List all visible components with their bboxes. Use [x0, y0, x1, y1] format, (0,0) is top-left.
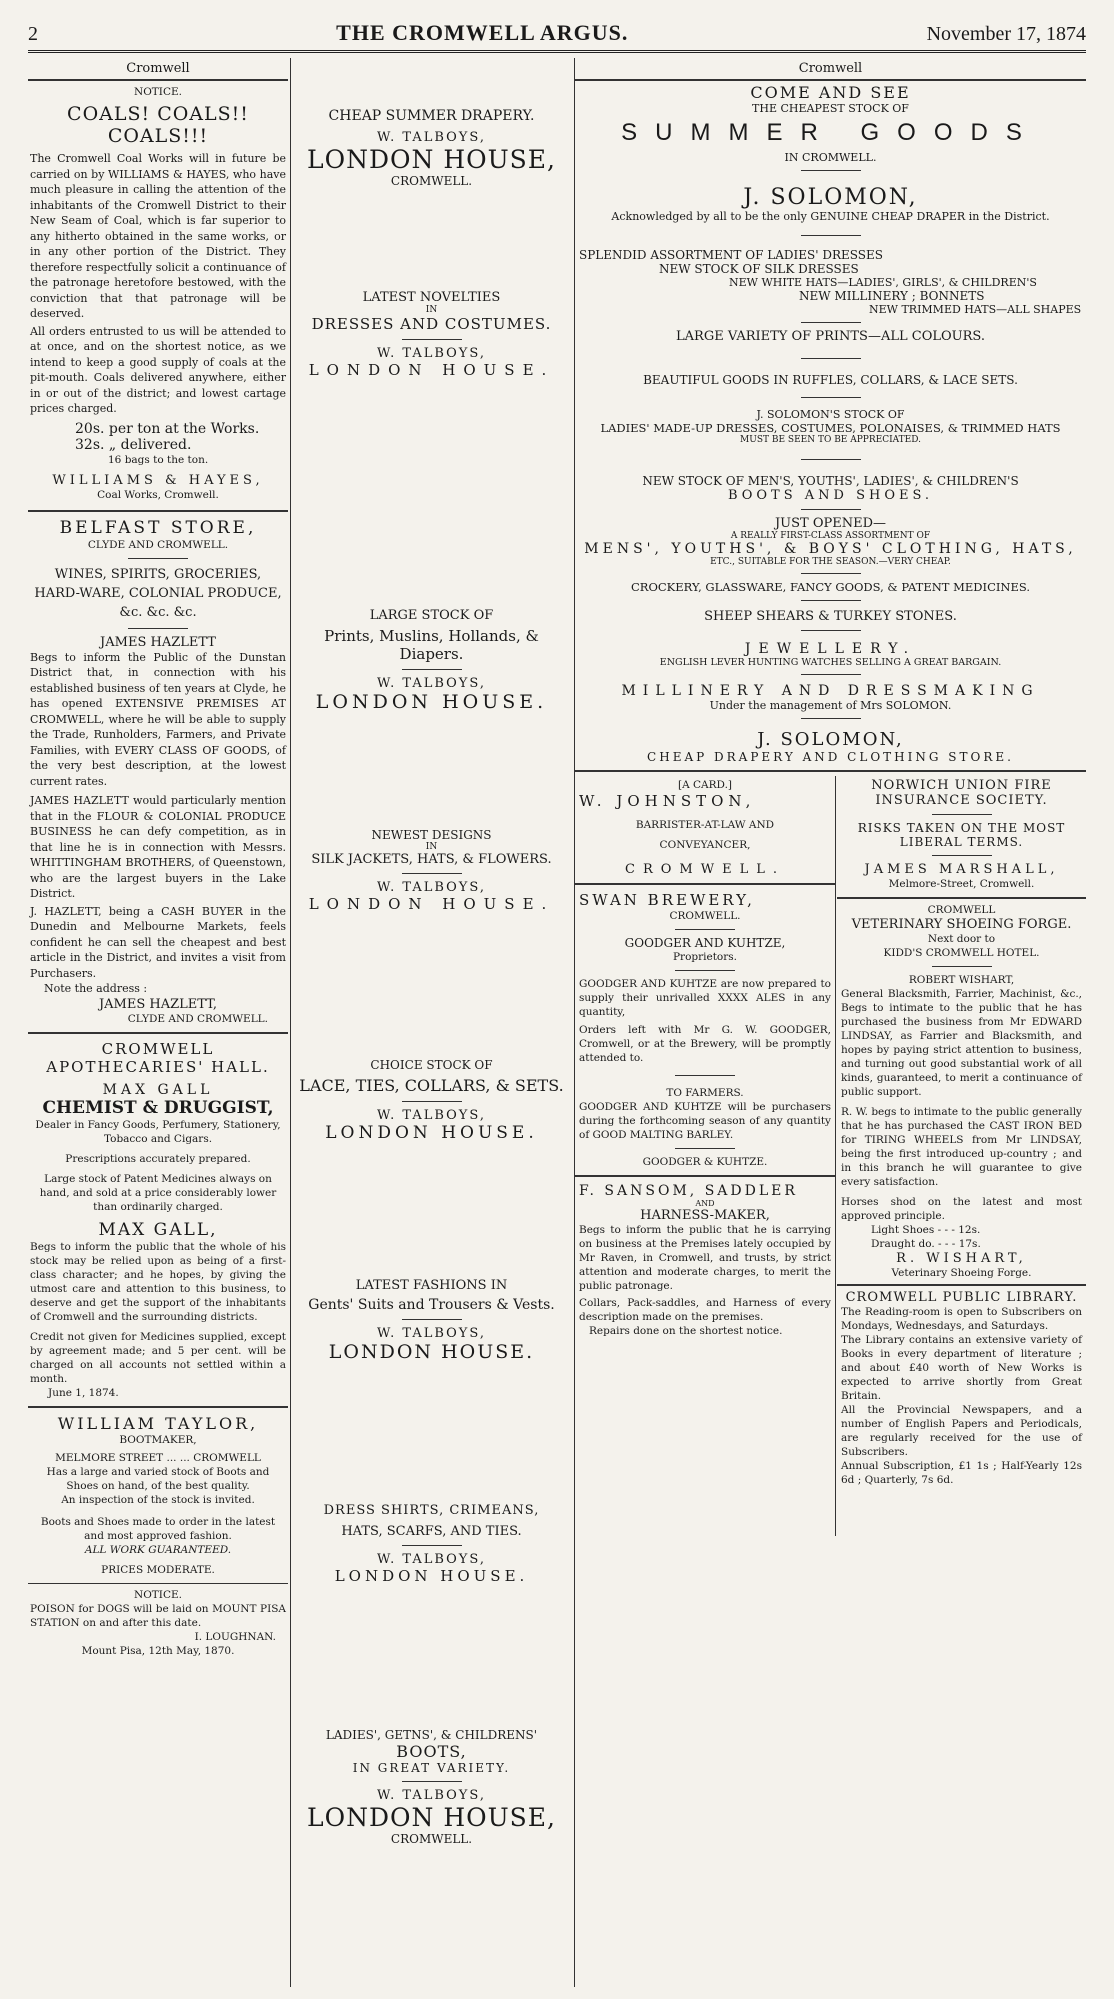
ad-house: LONDON HOUSE. — [308, 895, 555, 913]
norwich-address: Melmore-Street, Cromwell. — [888, 878, 1035, 890]
ad-house: LONDON HOUSE. — [325, 1123, 538, 1143]
forge-name: ROBERT WISHART, — [908, 974, 1015, 986]
johnston-role: BARRISTER-AT-LAW AND — [635, 819, 775, 831]
column-right — [574, 58, 1086, 1987]
library-text-4: Annual Subscription, £1 1s ; Half-Yearly 12s 6d ; Quarterly, 7s 6d. — [841, 1460, 1082, 1486]
sub-column-right — [837, 776, 1086, 1536]
apothecaries-title: CHEMIST & DRUGGIST, — [42, 1097, 274, 1118]
ad-house: LONDON HOUSE, — [306, 1803, 557, 1832]
belfast-signoff: JAMES HAZLETT, — [98, 996, 218, 1012]
swan-text-2: Orders left with Mr G. W. GOODGER, Cromwell, or at the Brewery, will be promptly attended to. — [579, 1024, 831, 1064]
talboys-advert-4 — [291, 828, 572, 913]
solomon-ack: Acknowledged by all to be the only GENUINE CHEAP DRAPER in the District. — [611, 210, 1050, 223]
solomon-name: J. SOLOMON, — [743, 185, 918, 210]
talboys-advert-1 — [291, 108, 572, 188]
ad-by: W. TALBOYS, — [377, 1108, 486, 1123]
solomon-item-2: NEW STOCK OF SILK DRESSES — [659, 262, 859, 276]
swan-town: CROMWELL. — [669, 910, 741, 922]
coal-bags: 16 bags to the ton. — [108, 453, 209, 466]
forge-light-shoes: Light Shoes - - - 12s. — [871, 1224, 981, 1236]
johnston-card — [575, 776, 835, 879]
belfast-sub: CLYDE AND CROMWELL. — [87, 538, 229, 551]
sansom-text-2: Collars, Pack-saddles, and Harness of every description made on the premises. — [579, 1297, 831, 1323]
taylor-text-2: An inspection of the stock is invited. — [61, 1493, 255, 1506]
taylor-guarantee: ALL WORK GUARANTEED. — [84, 1543, 232, 1556]
talboys-advert-8 — [291, 1728, 572, 1846]
belfast-note: Note the address : — [44, 982, 148, 995]
apothecaries-name-2: MAX GALL, — [98, 1219, 218, 1240]
library-headline: CROMWELL PUBLIC LIBRARY. — [845, 1290, 1078, 1305]
apothecaries-date: June 1, 1874. — [48, 1386, 119, 1399]
coal-advert — [28, 81, 288, 506]
swan-farmers: TO FARMERS. — [666, 1087, 744, 1099]
swan-text: GOODGER AND KUHTZE are now prepared to supply their unrivalled XXXX ALES in any quantity, — [579, 978, 831, 1018]
ad-by: W. TALBOYS, — [377, 346, 486, 361]
coal-signoff: WILLIAMS & HAYES, — [52, 472, 264, 488]
solomon-item-11: NEW STOCK OF MEN'S, YOUTHS', LADIES', & CHILDREN'S — [642, 474, 1019, 488]
page-number: 2 — [28, 23, 38, 45]
solomon-item-14: A REALLY FIRST-CLASS ASSORTMENT OF — [730, 531, 931, 541]
coal-headline: COALS! COALS!! COALS!!! — [67, 103, 249, 147]
swan-headline: SWAN BREWERY, — [579, 891, 755, 909]
sansom-text: Begs to inform the public that he is carrying on business at the Premises lately occupied by Mr Raven, in Cromwell, and trusts, by strict attention and moderate charges, to merit the public patronage. — [579, 1224, 831, 1292]
solomon-advert — [575, 81, 1086, 766]
forge-town: CROMWELL — [927, 904, 996, 916]
taylor-address: MELMORE STREET ... ... CROMWELL — [55, 1451, 261, 1464]
solomon-item-4: NEW MILLINERY ; BONNETS — [799, 289, 985, 303]
solomon-l3: SUMMER GOODS — [621, 119, 1040, 146]
taylor-advert — [28, 1412, 288, 1579]
ad-by: W. TALBOYS, — [377, 130, 486, 145]
talboys-advert-7 — [291, 1503, 572, 1585]
masthead — [28, 20, 1086, 53]
lower-right-section — [575, 776, 1086, 1536]
ad-sub: Gents' Suits and Trousers & Vests. — [308, 1297, 555, 1313]
ad-title: LADIES', GETNS', & CHILDRENS' — [325, 1728, 538, 1742]
norwich-name: JAMES MARSHALL, — [864, 862, 1059, 877]
poison-notice — [28, 1588, 288, 1658]
column-header: Cromwell — [575, 58, 1086, 81]
solomon-item-5: NEW TRIMMED HATS—ALL SHAPES — [869, 303, 1082, 316]
apothecaries-advert — [28, 1038, 288, 1402]
norwich-advert — [837, 776, 1086, 893]
apothecaries-headline: CROMWELL APOTHECARIES' HALL. — [46, 1039, 270, 1076]
swan-names: GOODGER AND KUHTZE, — [624, 936, 786, 950]
apothecaries-line-2: Large stock of Patent Medicines always on hand, and sold at a price considerably lower than ordinarily charged. — [39, 1172, 277, 1213]
norwich-risks: RISKS TAKEN ON THE MOST LIBERAL TERMS. — [857, 821, 1066, 849]
solomon-item-3: NEW WHITE HATS—LADIES', GIRLS', & CHILDREN'S — [729, 276, 1037, 289]
belfast-goods: WINES, SPIRITS, GROCERIES, HARD-WARE, COLONIAL PRODUCE, &c. &c. &c. — [34, 566, 282, 620]
ad-sub: LACE, TIES, COLLARS, & SETS. — [299, 1076, 564, 1095]
ad-in: IN — [425, 842, 438, 852]
forge-sign: R. WISHART, — [896, 1251, 1027, 1266]
johnston-role-2: CONVEYANCER, — [659, 839, 751, 851]
solomon-item-22: Under the management of Mrs SOLOMON. — [709, 699, 952, 712]
ad-town: CROMWELL. — [390, 1832, 473, 1846]
solomon-item-9: LADIES' MADE-UP DRESSES, COSTUMES, POLONAISES, & TRIMMED HATS — [600, 421, 1061, 435]
sub-column-left — [575, 776, 836, 1536]
sansom-headline: F. SANSOM, SADDLER — [579, 1183, 798, 1199]
taylor-text-3: Boots and Shoes made to order in the latest and most approved fashion. — [40, 1515, 276, 1542]
forge-advert — [837, 903, 1086, 1280]
coal-price-delivered: 32s. „ delivered. — [75, 436, 192, 453]
ad-title: CHOICE STOCK OF — [370, 1058, 493, 1072]
belfast-headline: BELFAST STORE, — [59, 517, 257, 538]
library-text-2: The Library contains an extensive variety of Books in every department of literature ; and about £40 worth of New Works is expected to arrive shortly from Great Britain. — [841, 1334, 1082, 1402]
solomon-item-10: MUST BE SEEN TO BE APPRECIATED. — [740, 435, 921, 445]
poison-date: Mount Pisa, 12th May, 1870. — [81, 1644, 235, 1657]
forge-text: General Blacksmith, Farrier, Machinist, &c., Begs to intimate to the public that he has purchased the business from Mr EDWARD LINDSAY, as Farrier and Blacksmith, and hopes by paying strict attention to business, and turning out good substantial work of all kinds, guaranteed, to merit a continuance of public support. — [841, 988, 1082, 1098]
belfast-text: Begs to inform the Public of the Dunstan District that, in connection with his established business of ten years at Clyde, he has opened EXTENSIVE PREMISES AT CROMWELL, where he will be able to supply the Trade, Runholders, Farmers, and Private Families, with EVERY CLASS OF GOODS, of the very best description, at the lowest current rates. — [30, 650, 286, 788]
ad-house: LONDON HOUSE. — [334, 1567, 529, 1585]
forge-text-3: Horses shod on the latest and most approved principle. — [841, 1196, 1082, 1222]
sansom-and: AND — [695, 1199, 715, 1208]
column-middle — [290, 58, 572, 1987]
issue-date: November 17, 1874 — [926, 23, 1086, 45]
poison-signoff: I. LOUGHNAN. — [194, 1630, 276, 1643]
swan-sign: GOODGER & KUHTZE. — [642, 1156, 768, 1168]
coal-text: The Cromwell Coal Works will in future be carried on by WILLIAMS & HAYES, who have much pleasure in calling the attention of the inhabitants of the Cromwell District to their New Seam of Coal, which is far superior to any hitherto obtained in the same works, or in any other portion of the District. They therefore respectfully solicit a continuance of the patronage heretofore bestowed, with the conviction that that patronage will be deserved. — [30, 152, 286, 320]
talboys-advert-5 — [291, 1058, 572, 1143]
solomon-item-20: ENGLISH LEVER HUNTING WATCHES SELLING A GREAT BARGAIN. — [659, 657, 1002, 668]
ad-by: W. TALBOYS, — [377, 676, 486, 691]
sansom-text-3: Repairs done on the shortest notice. — [589, 1325, 783, 1337]
sansom-advert — [575, 1181, 835, 1340]
ad-by: W. TALBOYS, — [377, 1326, 486, 1341]
forge-draught-shoes: Draught do. - - - 17s. — [871, 1238, 981, 1250]
apothecaries-line-1: Prescriptions accurately prepared. — [65, 1152, 251, 1165]
taylor-sub: BOOTMAKER, — [119, 1433, 197, 1446]
solomon-l2: THE CHEAPEST STOCK OF — [752, 102, 909, 115]
solomon-item-17: CROCKERY, GLASSWARE, FANCY GOODS, & PATENT MEDICINES. — [631, 580, 1030, 594]
belfast-name: JAMES HAZLETT — [100, 634, 216, 650]
column-header: Cromwell — [28, 58, 288, 81]
library-text: The Reading-room is open to Subscribers on Mondays, Wednesdays, and Saturdays. — [841, 1306, 1082, 1332]
ad-in: IN — [425, 305, 438, 315]
ad-sub: DRESSES AND COSTUMES. — [311, 315, 552, 333]
poison-text: POISON for DOGS will be laid on MOUNT PISA STATION on and after this date. — [30, 1602, 286, 1629]
solomon-item-12: BOOTS AND SHOES. — [727, 488, 934, 503]
coal-text-2: All orders entrusted to us will be attended to at once, and on the shortest notice, as we intend to keep a good supply of coals at the pit-mouth. Coals delivered anywhere, either in or out of the district; and lowest cartage prices charged. — [30, 324, 286, 415]
swan-brewery-advert — [575, 889, 835, 1171]
solomon-l1: COME AND SEE — [750, 83, 911, 102]
johnston-card-label: [A CARD.] — [677, 779, 733, 791]
forge-next: Next door to — [927, 933, 996, 945]
norwich-headline: NORWICH UNION FIRE INSURANCE SOCIETY. — [871, 778, 1052, 808]
ad-town: CROMWELL. — [390, 174, 473, 188]
belfast-store-advert — [28, 516, 288, 1028]
solomon-l4: IN CROMWELL. — [784, 151, 877, 164]
ad-house: LONDON HOUSE, — [306, 145, 557, 174]
solomon-item-18: SHEEP SHEARS & TURKEY STONES. — [704, 609, 957, 624]
solomon-store: CHEAP DRAPERY AND CLOTHING STORE. — [647, 750, 1014, 764]
belfast-place: CLYDE AND CROMWELL. — [127, 1012, 268, 1025]
ad-sub-2: IN GREAT VARIETY. — [352, 1761, 511, 1775]
solomon-item-13: JUST OPENED— — [774, 516, 887, 531]
ad-by: W. TALBOYS, — [377, 880, 486, 895]
solomon-item-21: MILLINERY AND DRESSMAKING — [621, 683, 1040, 699]
coal-price-works: 20s. per ton at the Works. — [75, 420, 260, 437]
poison-notice-label: NOTICE. — [134, 1588, 182, 1601]
coal-place: Coal Works, Cromwell. — [97, 488, 219, 501]
sansom-sub: HARNESS-MAKER, — [640, 1208, 770, 1223]
columns — [28, 58, 1086, 1987]
ad-title: NEWEST DESIGNS — [371, 828, 492, 842]
solomon-item-19: JEWELLERY. — [744, 641, 917, 657]
ad-sub: SILK JACKETS, HATS, & FLOWERS. — [311, 852, 552, 867]
solomon-item-6: LARGE VARIETY OF PRINTS—ALL COLOURS. — [676, 329, 985, 344]
library-text-3: All the Provincial Newspapers, and a number of English Papers and Periodicals, are regularly received for the use of Subscribers. — [841, 1404, 1082, 1458]
ad-house: LONDON HOUSE. — [328, 1341, 535, 1363]
ad-title: LARGE STOCK OF — [369, 608, 494, 623]
ad-title: LATEST NOVELTIES — [362, 290, 501, 305]
solomon-item-1: SPLENDID ASSORTMENT OF LADIES' DRESSES — [579, 248, 883, 262]
forge-hotel: KIDD'S CROMWELL HOTEL. — [883, 947, 1040, 959]
apothecaries-text: Begs to inform the public that the whole of his stock may be relied upon as being of a first-class character; and he hopes, by giving the utmost care and attention to this business, to deserve and get the support of the inhabitants of Cromwell and the surrounding districts. — [30, 1240, 286, 1323]
library-advert — [837, 1290, 1086, 1487]
ad-by: W. TALBOYS, — [377, 1552, 486, 1567]
solomon-name-2: J. SOLOMON, — [757, 729, 904, 750]
apothecaries-text-2: Credit not given for Medicines supplied, except by agreement made; and 5 per cent. will be charged on all accounts not settled within a month. — [30, 1330, 286, 1385]
taylor-headline: WILLIAM TAYLOR, — [57, 1413, 259, 1433]
apothecaries-name: MAX GALL — [102, 1081, 214, 1098]
ad-title: CHEAP SUMMER DRAPERY. — [328, 108, 535, 124]
ad-title: DRESS SHIRTS, CRIMEANS, — [323, 1503, 540, 1518]
taylor-prices: PRICES MODERATE. — [101, 1563, 215, 1576]
johnston-town: CROMWELL. — [625, 862, 785, 877]
belfast-text-3: J. HAZLETT, being a CASH BUYER in the Dunedin and Melbourne Markets, feels confident he can sell the cheapest and best article in the District, and invites a visit from Purchasers. — [30, 904, 286, 980]
swan-proprietors: Proprietors. — [672, 951, 737, 963]
column-left — [28, 58, 288, 1987]
ad-sub: BOOTS, — [396, 1742, 467, 1761]
ad-by: W. TALBOYS, — [377, 1788, 486, 1803]
ad-title: LATEST FASHIONS IN — [355, 1278, 508, 1293]
forge-text-2: R. W. begs to intimate to the public generally that he has purchased the CAST IRON BED for TIRING WHEELS from Mr LINDSAY, being the first introduced up-country ; and in this branch he will guarantee to give every satisfaction. — [841, 1106, 1082, 1188]
forge-headline: VETERINARY SHOEING FORGE. — [851, 917, 1072, 932]
swan-text-3: GOODGER AND KUHTZE will be purchasers during the forthcoming season of any quantity of GOOD MALTING BARLEY. — [579, 1101, 831, 1141]
talboys-advert-3 — [291, 608, 572, 713]
solomon-item-7: BEAUTIFUL GOODS IN RUFFLES, COLLARS, & LACE SETS. — [643, 373, 1018, 387]
solomon-item-15: MENS', YOUTHS', & BOYS' CLOTHING, HATS, — [584, 541, 1077, 557]
ad-sub: HATS, SCARFS, AND TIES. — [341, 1524, 522, 1539]
newspaper-title: THE CROMWELL ARGUS. — [336, 20, 629, 45]
taylor-text: Has a large and varied stock of Boots and Shoes on hand, of the best quality. — [46, 1465, 270, 1492]
forge-role: Veterinary Shoeing Forge. — [891, 1267, 1032, 1279]
ad-sub: Prints, Muslins, Hollands, & Diapers. — [324, 627, 539, 663]
solomon-item-8: J. SOLOMON'S STOCK OF — [756, 408, 905, 421]
solomon-item-16: ETC., SUITABLE FOR THE SEASON.—VERY CHEAP. — [710, 557, 951, 567]
ad-house: LONDON HOUSE. — [315, 691, 548, 713]
johnston-name: W. JOHNSTON, — [579, 792, 756, 810]
apothecaries-desc: Dealer in Fancy Goods, Perfumery, Stationery, Tobacco and Cigars. — [35, 1118, 281, 1145]
ad-house: LONDON HOUSE. — [308, 361, 555, 379]
belfast-text-2: JAMES HAZLETT would particularly mention that in the FLOUR & COLONIAL PRODUCE BUSINESS he can defy competition, as in that line he is in connection with Messrs. WHITTINGHAM BROTHERS, of Queenstown, who are the largest buyers in the Lake District. — [30, 794, 286, 900]
talboys-advert-2 — [291, 290, 572, 379]
notice-label: NOTICE. — [134, 86, 182, 98]
talboys-advert-6 — [291, 1278, 572, 1363]
